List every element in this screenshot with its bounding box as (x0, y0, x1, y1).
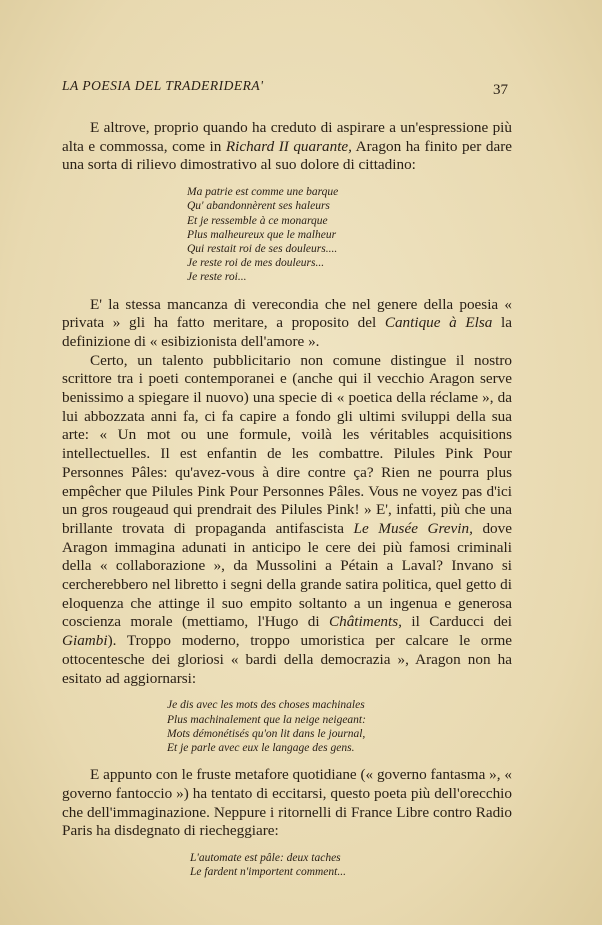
text-run: la definizione di « esibizionista dell'amore ». (62, 314, 512, 350)
text-run: Certo, un talento pubblicitario non comune distingue il nostro scrittore tra i poeti contemporanei e (anche qui il vecchio Aragon serve benissimo a spiegare il nuovo) una specie di « poetica della réclame », da lui abbozzata anni fa, ci fa capire a fondo gli ultimi sviluppi della sua arte: « Un mot ou une formule, voilà les véritables acquisitions intellectuelles. Il est enfantin de les combattre. Pilules Pink Pour Personnes Pâles: qu'avez-vous à dire contre ça? Rien ne pourra plus empêcher que Pilules Pink Pour Personnes Pâles. Vous ne voyez pas d'ici un gros rougeaud qui prendrait des Pilules Pink! » E', infatti, più che una brillante trovata di propaganda antifascista (62, 351, 512, 537)
paragraph-3 (62, 352, 512, 689)
text-run: dove Aragon immagina adunati in anticipo le cere dei più famosi criminali della « collaborazione », da Mussolini a Pétain a Laval? Invano si cercherebbero nel libretto i segni della grande satira politica, quel getto di eloquenza che attinge il suo empito soltanto a un ingenua e generosa coscienza morale (mettiamo, l'Hugo di (62, 519, 512, 631)
running-title: LA POESIA DEL TRADERIDERA' (62, 78, 264, 93)
verse-line: Ma patrie est comme une barque (187, 186, 339, 199)
title-cantique-a-elsa: Cantique à Elsa (384, 314, 493, 332)
verse-line: Je reste roi... (187, 271, 247, 284)
title-giambi: Giambi (62, 632, 108, 650)
verse-line: Le fardent n'importent comment... (190, 866, 346, 879)
text-run: Aragon ha finito per dare una sorta di rilievo dimostrativo al suo dolore di cittadino: (62, 137, 512, 174)
verse-line: Plus machinalement que la neige neigeant: (167, 713, 366, 726)
verse-block-2 (167, 698, 512, 755)
verse-line: Je reste roi de mes douleurs... (187, 257, 325, 270)
verse-line: Et je parle avec eux le langage des gens. (167, 741, 355, 754)
title-le-musee-grevin: Le Musée Grevin, (353, 519, 473, 537)
verse-line: Je dis avec les mots des choses machinales (167, 699, 365, 712)
body-text (62, 119, 512, 890)
text-run: ). Troppo moderno, troppo umoristica per calcare le orme ottocentesche dei gloriosi « bardi della democrazia », Aragon non ha esitato ad aggiornarsi: (62, 632, 512, 687)
paragraph-1 (62, 119, 512, 175)
verse-line: L'automate est pâle: deux taches (190, 851, 341, 864)
verse-line: Plus malheureux que le malheur (187, 228, 337, 241)
verse-line: Qui restait roi de ses douleurs.... (187, 242, 338, 255)
page-number: 37 (493, 82, 508, 98)
verse-block-3 (190, 851, 512, 879)
paragraph-4 (62, 766, 512, 841)
paragraph-2 (62, 296, 512, 352)
title-richard-ii-quarante: Richard II quarante, (225, 137, 352, 155)
verse-line: Qu' abandonnèrent ses haleurs (187, 200, 330, 213)
text-run: E appunto con le fruste metafore quotidiane (« governo fantasma », « governo fantoccio ») ha tentato di eccitarsi, questo poeta più dell'orecchio che dell'immaginazione. Neppure i ritornelli di France Libre contro Radio Paris ha disdegnato di riecheggiare: (62, 766, 512, 840)
title-chatiments: Châtiments, (328, 613, 402, 631)
verse-block-1 (187, 185, 512, 284)
text-run: E altrove, proprio quando ha creduto di aspirare a un'espressione più alta e commossa, come in (62, 119, 512, 155)
text-run: il Carducci dei (401, 613, 512, 631)
verse-line: Mots démonétisés qu'on lit dans le journal, (167, 727, 366, 740)
verse-line: Et je ressemble à ce monarque (187, 214, 328, 227)
text-run: E' la stessa mancanza di verecondia che nel genere della poesia « privata » gli ha fatto meritare, a proposito del (62, 295, 512, 332)
